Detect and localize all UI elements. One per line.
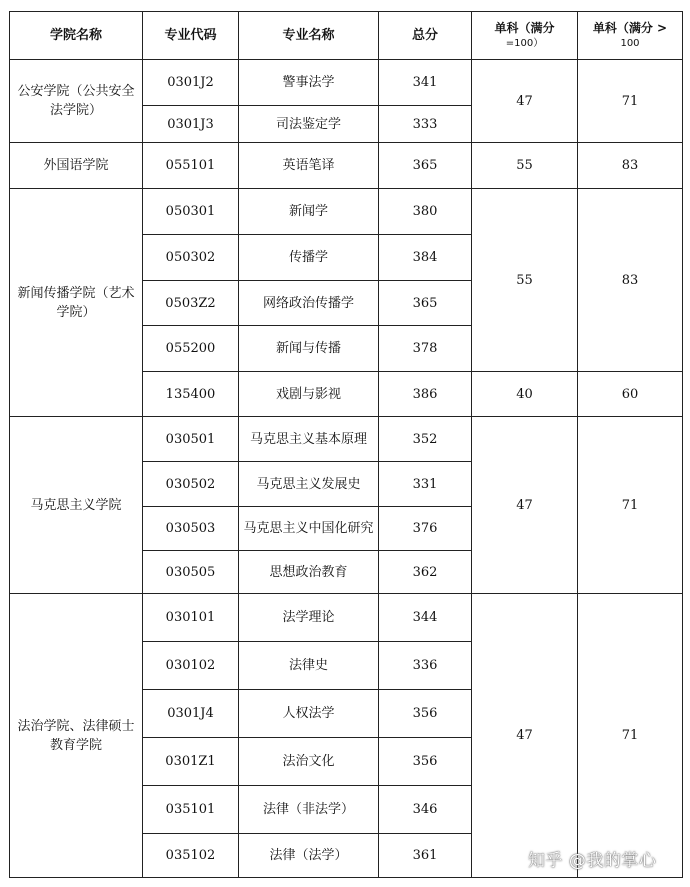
single-100-cell: 47: [472, 417, 578, 594]
major-cell: 马克思主义中国化研究: [239, 507, 379, 551]
major-cell: 网络政治传播学: [239, 281, 379, 326]
major-cell: 英语笔译: [239, 143, 379, 189]
code-cell: 035101: [143, 786, 239, 834]
total-cell: 361: [379, 834, 472, 878]
header-row: [10, 12, 683, 60]
code-cell: 030102: [143, 642, 239, 690]
header-college: 学院名称: [10, 12, 143, 60]
code-cell: 035102: [143, 834, 239, 878]
major-cell: 思想政治教育: [239, 551, 379, 594]
code-cell: 030503: [143, 507, 239, 551]
header-single-over-100: 单科（满分 > 100: [578, 12, 683, 60]
college-cell: 新闻传播学院（艺术学院）: [10, 189, 143, 417]
code-cell: 055200: [143, 326, 239, 372]
total-cell: 333: [379, 106, 472, 143]
code-cell: 0301J3: [143, 106, 239, 143]
major-cell: 马克思主义发展史: [239, 462, 379, 507]
code-cell: 0301J4: [143, 690, 239, 738]
major-cell: 新闻与传播: [239, 326, 379, 372]
single-over-100-cell: 83: [578, 143, 683, 189]
college-cell: 马克思主义学院: [10, 417, 143, 594]
single-100-cell: 55: [472, 189, 578, 372]
single-100-cell: 55: [472, 143, 578, 189]
total-cell: 376: [379, 507, 472, 551]
major-cell: 戏剧与影视: [239, 372, 379, 417]
code-cell: 0503Z2: [143, 281, 239, 326]
total-cell: 341: [379, 60, 472, 106]
total-cell: 352: [379, 417, 472, 462]
total-cell: 356: [379, 690, 472, 738]
major-cell: 法治文化: [239, 738, 379, 786]
single-over-100-cell: 71: [578, 594, 683, 878]
major-cell: 警事法学: [239, 60, 379, 106]
table-row: [10, 594, 683, 642]
single-over-100-cell: 71: [578, 417, 683, 594]
major-cell: 法律（非法学）: [239, 786, 379, 834]
header-single-100: 单科（满分 =100）: [472, 12, 578, 60]
total-cell: 365: [379, 281, 472, 326]
code-cell: 030101: [143, 594, 239, 642]
total-cell: 384: [379, 235, 472, 281]
major-cell: 新闻学: [239, 189, 379, 235]
major-cell: 司法鉴定学: [239, 106, 379, 143]
single-over-100-cell: 83: [578, 189, 683, 372]
single-100-cell: 47: [472, 60, 578, 143]
score-table: [9, 11, 683, 878]
single-over-100-cell: 71: [578, 60, 683, 143]
table-row: [10, 143, 683, 189]
college-cell: 法治学院、法律硕士教育学院: [10, 594, 143, 878]
major-cell: 人权法学: [239, 690, 379, 738]
total-cell: 378: [379, 326, 472, 372]
code-cell: 0301Z1: [143, 738, 239, 786]
code-cell: 135400: [143, 372, 239, 417]
total-cell: 365: [379, 143, 472, 189]
total-cell: 331: [379, 462, 472, 507]
code-cell: 0301J2: [143, 60, 239, 106]
single-over-100-cell: 60: [578, 372, 683, 417]
code-cell: 050302: [143, 235, 239, 281]
total-cell: 336: [379, 642, 472, 690]
header-total: 总分: [379, 12, 472, 60]
total-cell: 380: [379, 189, 472, 235]
code-cell: 030502: [143, 462, 239, 507]
table-row: [10, 189, 683, 235]
code-cell: 050301: [143, 189, 239, 235]
table-row: [10, 417, 683, 462]
total-cell: 344: [379, 594, 472, 642]
college-cell: 外国语学院: [10, 143, 143, 189]
table-row: [10, 60, 683, 106]
code-cell: 055101: [143, 143, 239, 189]
major-cell: 法律（法学）: [239, 834, 379, 878]
code-cell: 030505: [143, 551, 239, 594]
code-cell: 030501: [143, 417, 239, 462]
single-100-cell: 47: [472, 594, 578, 878]
header-major: 专业名称: [239, 12, 379, 60]
total-cell: 362: [379, 551, 472, 594]
total-cell: 346: [379, 786, 472, 834]
major-cell: 马克思主义基本原理: [239, 417, 379, 462]
total-cell: 356: [379, 738, 472, 786]
major-cell: 传播学: [239, 235, 379, 281]
total-cell: 386: [379, 372, 472, 417]
major-cell: 法律史: [239, 642, 379, 690]
college-cell: 公安学院（公共安全法学院）: [10, 60, 143, 143]
watermark-text: 知乎 @我的掌心: [528, 851, 657, 871]
major-cell: 法学理论: [239, 594, 379, 642]
single-100-cell: 40: [472, 372, 578, 417]
header-code: 专业代码: [143, 12, 239, 60]
